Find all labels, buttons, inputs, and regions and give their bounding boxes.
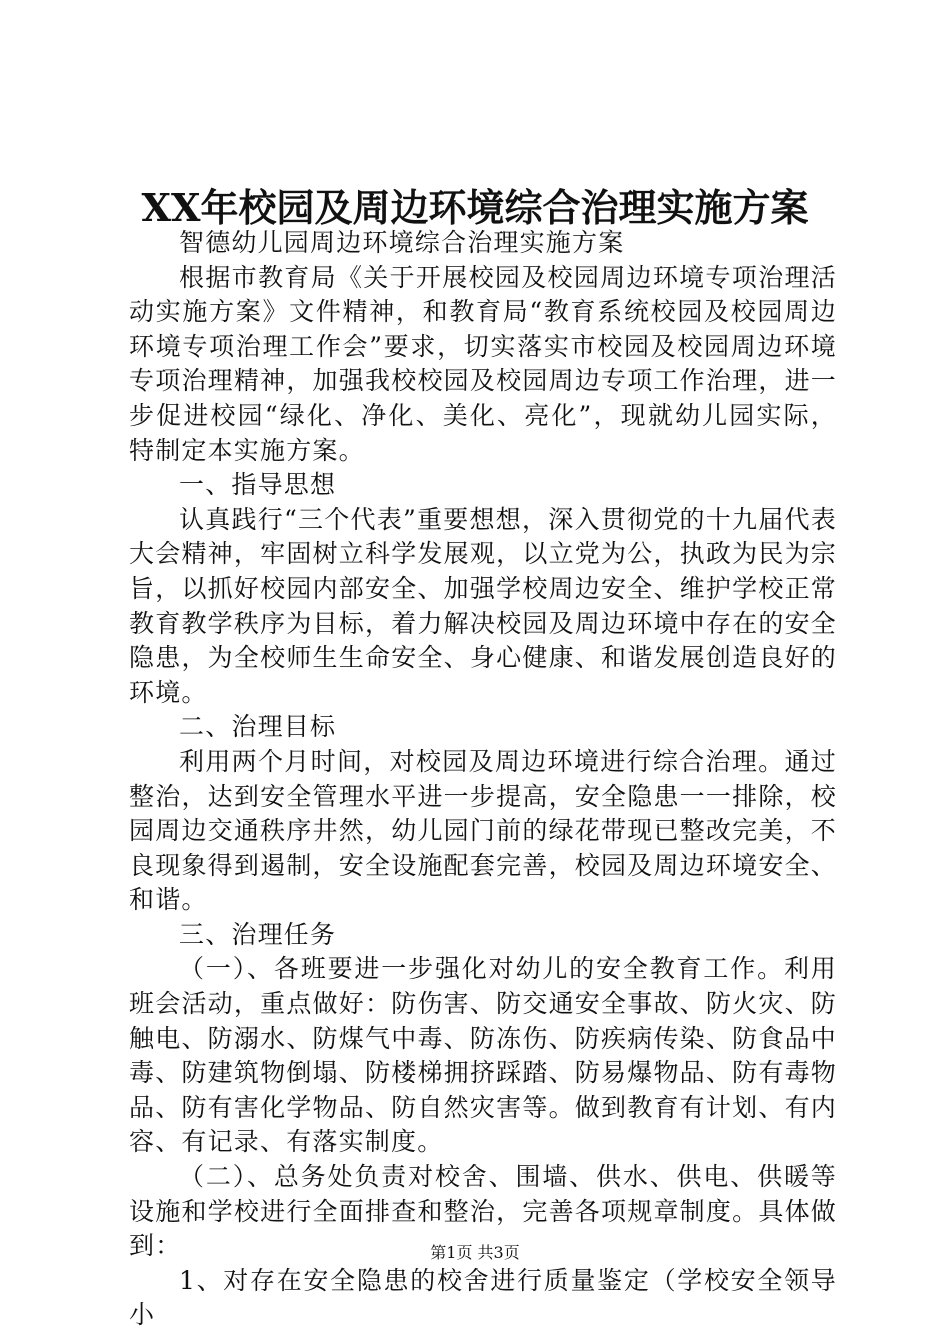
section-heading-guiding-thought: 一、指导思想 [179,470,337,500]
task-two-item-one: 1、对存在安全隐患的校舍进行质量鉴定（学校安全领导小 [129,1265,837,1330]
page-footer: 第1页 共3页 [430,1243,520,1262]
guiding-thought-paragraph: 认真践行“三个代表”重要想想，深入贯彻党的十九届代表大会精神，牢固树立科学发展观，以立党为公，执政为民为宗旨，以抓好校园内部安全、加强学校周边安全、维护学校正常教育教学秩序为目标，着力解决校园及周边环境中存在的安全隐患，为全校师生生命安全、身心健康、和谐发展创造良好的环境。 [129,504,837,707]
subtitle-paragraph: 智德幼儿园周边环境综合治理实施方案 [179,228,625,257]
section-heading-goals: 二、治理目标 [179,712,337,742]
intro-paragraph: 根据市教育局《关于开展校园及校园周边环境专项治理活动实施方案》文件精神，和教育局“教育系统校园及校园周边环境专项治理工作会”要求，切实落实市校园及校园周边环境专项治理精神，加强我校校园及校园周边专项工作治理，进一步促进校园“绿化、净化、美化、亮化”，现就幼儿园实际，特制定本实施方案。 [129,262,837,465]
document-body [129,226,837,1333]
section-heading-tasks: 三、治理任务 [179,919,337,949]
document-title: XX年校园及周边环境综合治理实施方案 [141,185,809,230]
goals-paragraph: 利用两个月时间，对校园及周边环境进行综合治理。通过整治，达到安全管理水平进一步提高，安全隐患一一排除，校园周边交通秩序井然，幼儿园门前的绿花带现已整改完美，不良现象得到遏制，安全设施配套完善，校园及周边环境安全、和谐。 [129,746,837,915]
task-one-paragraph: （一）、各班要进一步强化对幼儿的安全教育工作。利用班会活动，重点做好：防伤害、防交通安全事故、防火灾、防触电、防溺水、防煤气中毒、防冻伤、防疾病传染、防食品中毒、防建筑物倒塌、防楼梯拥挤踩踏、防易爆物品、防有毒物品、防有害化学物品、防自然灾害等。做到教育有计划、有内容、有记录、有落实制度。 [129,954,837,1157]
task-two-paragraph: （二）、总务处负责对校舍、围墙、供水、供电、供暖等设施和学校进行全面排查和整治，完善各项规章制度。具体做到： [129,1162,837,1261]
